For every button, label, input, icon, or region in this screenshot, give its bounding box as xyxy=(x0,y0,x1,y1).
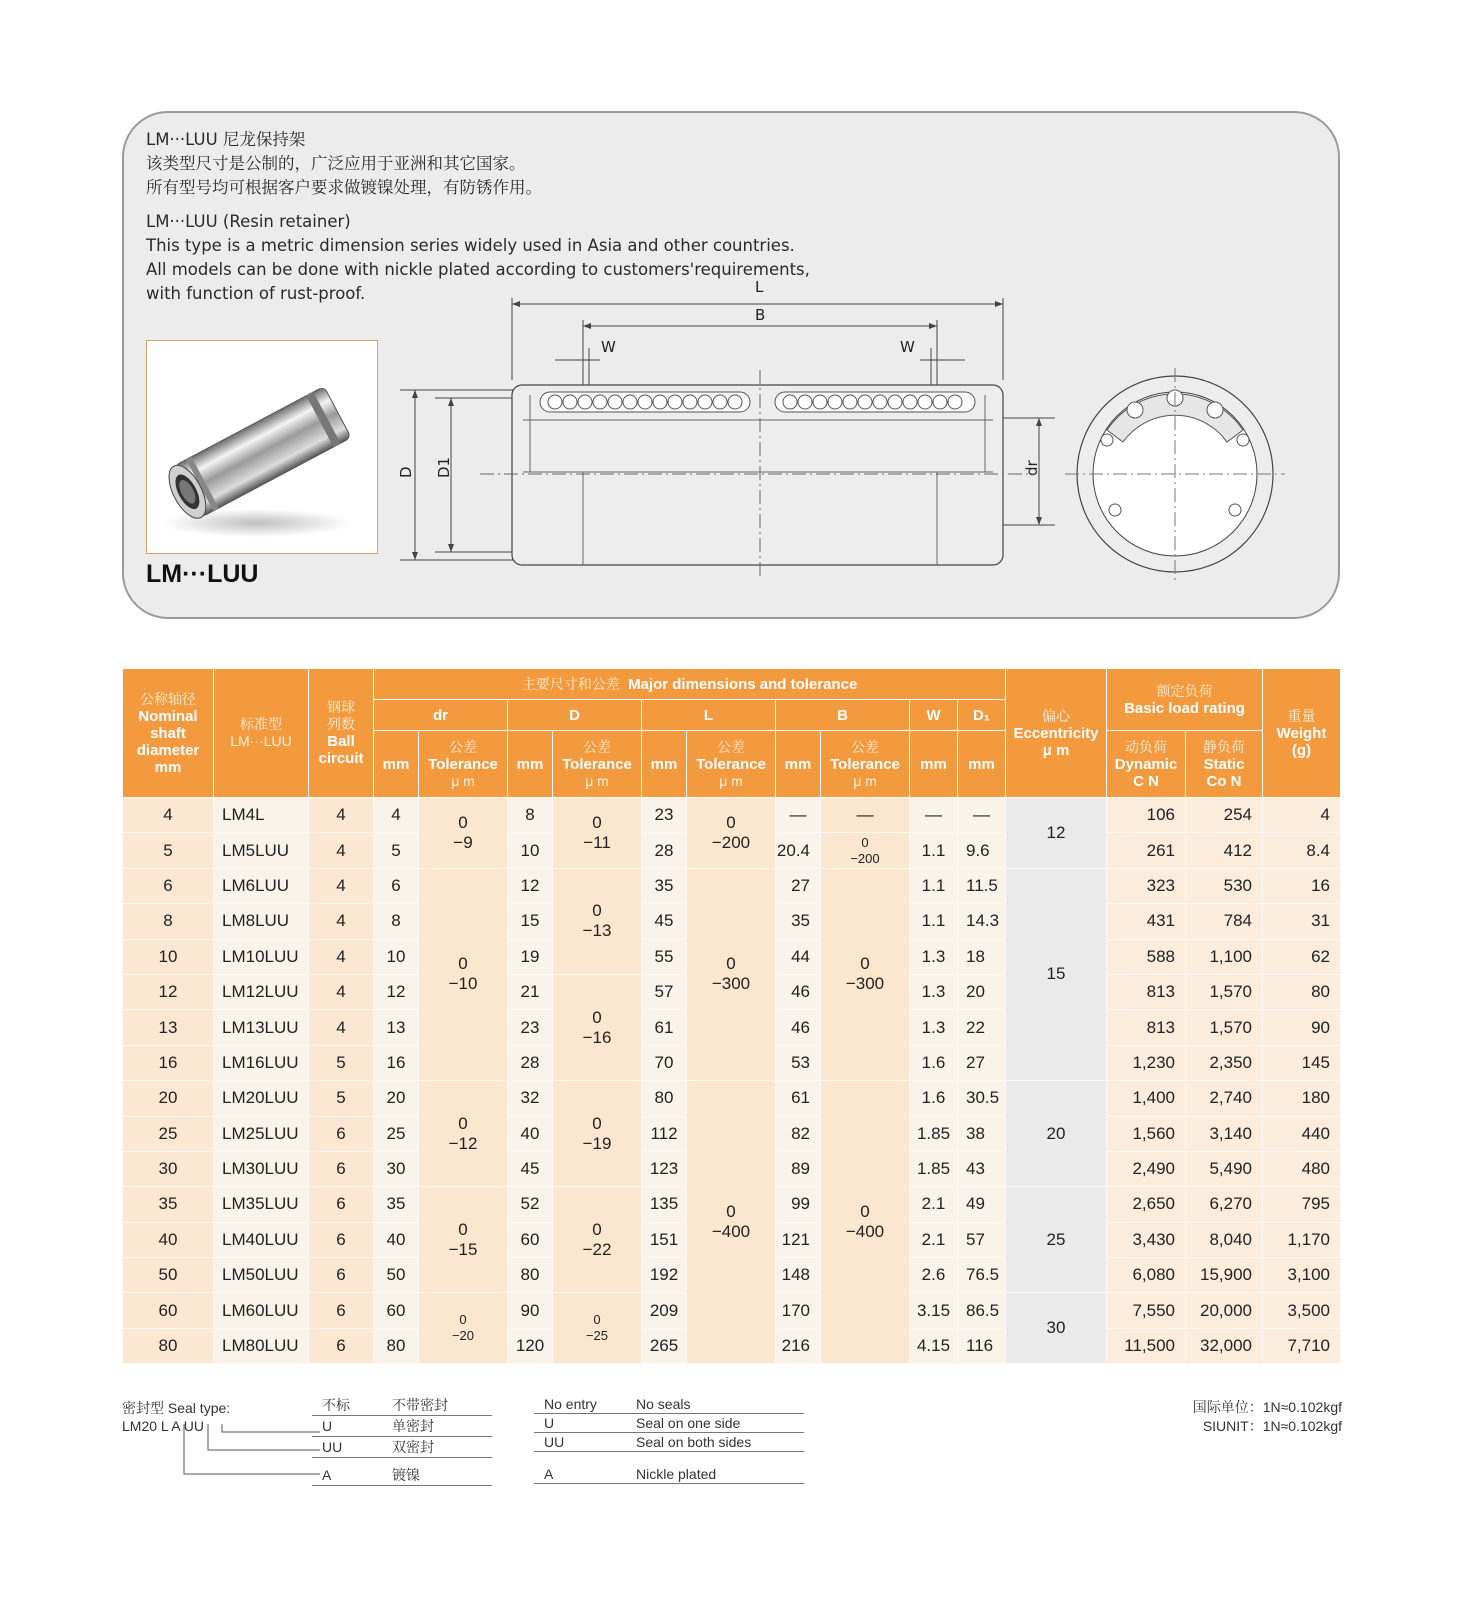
dynamic-load-cell: 106 xyxy=(1107,798,1186,833)
dynamic-load-cell: 813 xyxy=(1107,1010,1186,1045)
weight-cell: 7,710 xyxy=(1263,1328,1341,1363)
D-cell: 40 xyxy=(508,1116,553,1151)
D1-cell: 116 xyxy=(958,1328,1006,1363)
D-cell: 8 xyxy=(508,798,553,833)
intro-en-line: All models can be done with nickle plated according to customers'requirements, xyxy=(146,260,810,279)
weight-cell: 62 xyxy=(1263,939,1341,974)
dynamic-load-cell: 1,560 xyxy=(1107,1116,1186,1151)
L-cell: 28 xyxy=(642,833,687,868)
dynamic-load-cell: 323 xyxy=(1107,868,1186,903)
static-load-cell: 254 xyxy=(1186,798,1263,833)
dr-cell: 10 xyxy=(374,939,419,974)
nominal-diameter-cell: 12 xyxy=(123,974,214,1009)
D1-cell: 18 xyxy=(958,939,1006,974)
seal-type-label: 密封型 Seal type: xyxy=(122,1400,231,1416)
W-cell: 4.15 xyxy=(910,1328,958,1363)
B-cell: 216 xyxy=(776,1328,821,1363)
D-cell: 10 xyxy=(508,833,553,868)
model-cell: LM8LUU xyxy=(214,904,309,939)
L-cell: 23 xyxy=(642,798,687,833)
intro-en-title: LM···LUU (Resin retainer) xyxy=(146,212,351,231)
ball-circuit-cell: 6 xyxy=(309,1328,374,1363)
dim-label-D: D xyxy=(397,466,415,478)
static-load-cell: 2,350 xyxy=(1186,1045,1263,1080)
nominal-diameter-cell: 25 xyxy=(123,1116,214,1151)
W-cell: 1.1 xyxy=(910,904,958,939)
dynamic-load-cell: 11,500 xyxy=(1107,1328,1186,1363)
dynamic-load-cell: 813 xyxy=(1107,974,1186,1009)
D-tolerance: 0 −13 xyxy=(553,868,642,974)
D1-cell: 38 xyxy=(958,1116,1006,1151)
B-cell: 44 xyxy=(776,939,821,974)
photo-label: LM···LUU xyxy=(146,560,259,588)
nominal-diameter-cell: 40 xyxy=(123,1222,214,1257)
dynamic-load-cell: 261 xyxy=(1107,833,1186,868)
header-D: D xyxy=(508,700,642,731)
L-cell: 209 xyxy=(642,1293,687,1328)
dynamic-load-cell: 2,650 xyxy=(1107,1187,1186,1222)
seal-row: A Nickle plated xyxy=(534,1465,804,1484)
nominal-diameter-cell: 10 xyxy=(123,939,214,974)
D-tolerance: 0 −25 xyxy=(553,1293,642,1364)
model-cell: LM50LUU xyxy=(214,1258,309,1293)
static-load-cell: 5,490 xyxy=(1186,1151,1263,1186)
header-tolerance: 公差 Tolerance μ m xyxy=(821,731,910,798)
header-major-dimensions: 主要尺寸和公差 Major dimensions and tolerance xyxy=(374,669,1006,700)
dynamic-load-cell: 588 xyxy=(1107,939,1186,974)
table-row xyxy=(123,798,1341,833)
L-tolerance: 0 −400 xyxy=(687,1081,776,1364)
intro-zh-title: LM···LUU 尼龙保持架 xyxy=(146,130,306,149)
D-tolerance: 0 −22 xyxy=(553,1187,642,1293)
D-cell: 12 xyxy=(508,868,553,903)
dynamic-load-cell: 2,490 xyxy=(1107,1151,1186,1186)
dr-cell: 13 xyxy=(374,1010,419,1045)
weight-cell: 16 xyxy=(1263,868,1341,903)
static-load-cell: 1,100 xyxy=(1186,939,1263,974)
static-load-cell: 3,140 xyxy=(1186,1116,1263,1151)
nominal-diameter-cell: 5 xyxy=(123,833,214,868)
B-tolerance: — xyxy=(821,798,910,833)
nominal-diameter-cell: 8 xyxy=(123,904,214,939)
dim-label-W-right: W xyxy=(900,338,915,356)
D1-cell: 9.6 xyxy=(958,833,1006,868)
spec-table xyxy=(122,668,1341,1364)
D1-cell: 43 xyxy=(958,1151,1006,1186)
dr-cell: 20 xyxy=(374,1081,419,1116)
header-dr: dr xyxy=(374,700,508,731)
model-cell: LM60LUU xyxy=(214,1293,309,1328)
weight-cell: 8.4 xyxy=(1263,833,1341,868)
nominal-diameter-cell: 13 xyxy=(123,1010,214,1045)
bearing-image xyxy=(147,341,377,553)
D1-cell: 49 xyxy=(958,1187,1006,1222)
unit-note-zh: 国际单位：1N≈0.102kgf xyxy=(1192,1399,1342,1415)
D-cell: 80 xyxy=(508,1258,553,1293)
weight-cell: 3,100 xyxy=(1263,1258,1341,1293)
D1-cell: 22 xyxy=(958,1010,1006,1045)
ball-circuit-cell: 5 xyxy=(309,1045,374,1080)
D1-cell: 14.3 xyxy=(958,904,1006,939)
dr-cell: 50 xyxy=(374,1258,419,1293)
header-tolerance: 公差 Tolerance μ m xyxy=(419,731,508,798)
table-row xyxy=(123,868,1341,903)
model-cell: LM6LUU xyxy=(214,868,309,903)
eccentricity-cell: 12 xyxy=(1006,798,1107,869)
seal-leader-lines xyxy=(180,1424,330,1484)
weight-cell: 31 xyxy=(1263,904,1341,939)
ball-circuit-cell: 6 xyxy=(309,1116,374,1151)
header-basic-load-rating: 额定负荷 Basic load rating xyxy=(1107,669,1263,731)
dr-cell: 6 xyxy=(374,868,419,903)
dim-label-dr: dr xyxy=(1023,460,1041,476)
B-cell: 99 xyxy=(776,1187,821,1222)
D1-cell: 76.5 xyxy=(958,1258,1006,1293)
nominal-diameter-cell: 6 xyxy=(123,868,214,903)
ball-circuit-cell: 6 xyxy=(309,1187,374,1222)
model-cell: LM5LUU xyxy=(214,833,309,868)
static-load-cell: 1,570 xyxy=(1186,974,1263,1009)
D1-cell: 20 xyxy=(958,974,1006,1009)
B-cell: 46 xyxy=(776,974,821,1009)
seal-row: No entry No seals xyxy=(534,1395,804,1414)
header-mm: mm xyxy=(776,731,821,798)
dynamic-load-cell: 1,230 xyxy=(1107,1045,1186,1080)
L-cell: 135 xyxy=(642,1187,687,1222)
D-cell: 45 xyxy=(508,1151,553,1186)
L-cell: 123 xyxy=(642,1151,687,1186)
L-cell: 112 xyxy=(642,1116,687,1151)
dr-cell: 12 xyxy=(374,974,419,1009)
ball-circuit-cell: 6 xyxy=(309,1222,374,1257)
weight-cell: 180 xyxy=(1263,1081,1341,1116)
dynamic-load-cell: 7,550 xyxy=(1107,1293,1186,1328)
B-cell: 20.4 xyxy=(776,833,821,868)
W-cell: 2.1 xyxy=(910,1187,958,1222)
L-cell: 265 xyxy=(642,1328,687,1363)
dr-cell: 8 xyxy=(374,904,419,939)
seal-table-zh-plated xyxy=(312,1465,492,1486)
seal-row: UU Seal on both sides xyxy=(534,1433,804,1452)
B-tolerance: 0 −400 xyxy=(821,1081,910,1364)
D1-cell: 57 xyxy=(958,1222,1006,1257)
weight-cell: 795 xyxy=(1263,1187,1341,1222)
model-cell: LM25LUU xyxy=(214,1116,309,1151)
D1-cell: 30.5 xyxy=(958,1081,1006,1116)
model-cell: LM16LUU xyxy=(214,1045,309,1080)
L-cell: 45 xyxy=(642,904,687,939)
header-mm: mm xyxy=(958,731,1006,798)
D-cell: 15 xyxy=(508,904,553,939)
header-mm: mm xyxy=(910,731,958,798)
D-tolerance: 0 −16 xyxy=(553,974,642,1080)
L-tolerance: 0 −200 xyxy=(687,798,776,869)
ball-circuit-cell: 6 xyxy=(309,1258,374,1293)
W-cell: 2.1 xyxy=(910,1222,958,1257)
D-tolerance: 0 −19 xyxy=(553,1081,642,1187)
seal-table-en-plated xyxy=(534,1465,804,1484)
seal-row: U Seal on one side xyxy=(534,1414,804,1433)
W-cell: — xyxy=(910,798,958,833)
nominal-diameter-cell: 50 xyxy=(123,1258,214,1293)
header-mm: mm xyxy=(642,731,687,798)
intro-zh-line: 所有型号均可根据客户要求做镀镍处理，有防锈作用。 xyxy=(146,178,542,197)
W-cell: 1.6 xyxy=(910,1081,958,1116)
L-tolerance: 0 −300 xyxy=(687,868,776,1080)
L-cell: 35 xyxy=(642,868,687,903)
model-cell: LM35LUU xyxy=(214,1187,309,1222)
ball-circuit-cell: 4 xyxy=(309,798,374,833)
W-cell: 1.6 xyxy=(910,1045,958,1080)
static-load-cell: 6,270 xyxy=(1186,1187,1263,1222)
W-cell: 1.1 xyxy=(910,833,958,868)
D-cell: 28 xyxy=(508,1045,553,1080)
ball-circuit-cell: 4 xyxy=(309,1010,374,1045)
dim-label-L: L xyxy=(755,280,764,296)
B-cell: — xyxy=(776,798,821,833)
W-cell: 1.1 xyxy=(910,868,958,903)
dr-cell: 40 xyxy=(374,1222,419,1257)
L-cell: 192 xyxy=(642,1258,687,1293)
model-cell: LM13LUU xyxy=(214,1010,309,1045)
intro-en-line: This type is a metric dimension series widely used in Asia and other countries. xyxy=(146,236,795,255)
header-mm: mm xyxy=(508,731,553,798)
B-tolerance: 0 −200 xyxy=(821,833,910,868)
dr-tolerance: 0 −20 xyxy=(419,1293,508,1364)
dynamic-load-cell: 3,430 xyxy=(1107,1222,1186,1257)
dim-label-D1: D1 xyxy=(435,456,453,478)
seal-row: 不标 不带密封 xyxy=(312,1395,492,1416)
dr-cell: 60 xyxy=(374,1293,419,1328)
D1-cell: 11.5 xyxy=(958,868,1006,903)
model-cell: LM12LUU xyxy=(214,974,309,1009)
intro-en-line: with function of rust-proof. xyxy=(146,284,366,303)
L-cell: 70 xyxy=(642,1045,687,1080)
technical-drawing xyxy=(395,280,1310,600)
nominal-diameter-cell: 80 xyxy=(123,1328,214,1363)
weight-cell: 80 xyxy=(1263,974,1341,1009)
dr-tolerance: 0 −9 xyxy=(419,798,508,869)
header-dynamic: 动负荷 Dynamic C N xyxy=(1107,731,1186,798)
ball-circuit-cell: 4 xyxy=(309,939,374,974)
D-cell: 32 xyxy=(508,1081,553,1116)
B-tolerance: 0 −300 xyxy=(821,868,910,1080)
ball-circuit-cell: 4 xyxy=(309,868,374,903)
static-load-cell: 20,000 xyxy=(1186,1293,1263,1328)
dim-label-W-left: W xyxy=(601,338,616,356)
seal-table-en xyxy=(534,1395,804,1452)
header-B: B xyxy=(776,700,910,731)
D-cell: 19 xyxy=(508,939,553,974)
static-load-cell: 32,000 xyxy=(1186,1328,1263,1363)
header-D1: D₁ xyxy=(958,700,1006,731)
seal-type-example: LM20 L A UU xyxy=(122,1418,204,1434)
W-cell: 1.85 xyxy=(910,1116,958,1151)
dr-cell: 16 xyxy=(374,1045,419,1080)
model-cell: LM10LUU xyxy=(214,939,309,974)
D-cell: 60 xyxy=(508,1222,553,1257)
dynamic-load-cell: 431 xyxy=(1107,904,1186,939)
D1-cell: — xyxy=(958,798,1006,833)
dr-tolerance: 0 −10 xyxy=(419,868,508,1080)
eccentricity-cell: 20 xyxy=(1006,1081,1107,1187)
L-cell: 57 xyxy=(642,974,687,1009)
B-cell: 82 xyxy=(776,1116,821,1151)
L-cell: 80 xyxy=(642,1081,687,1116)
model-cell: LM30LUU xyxy=(214,1151,309,1186)
dr-cell: 4 xyxy=(374,798,419,833)
dr-tolerance: 0 −15 xyxy=(419,1187,508,1293)
unit-note-en: SIUNIT：1N≈0.102kgf xyxy=(1202,1418,1342,1434)
ball-circuit-cell: 6 xyxy=(309,1293,374,1328)
ball-circuit-cell: 4 xyxy=(309,974,374,1009)
dynamic-load-cell: 1,400 xyxy=(1107,1081,1186,1116)
nominal-diameter-cell: 30 xyxy=(123,1151,214,1186)
unit-note xyxy=(1193,1398,1342,1436)
header-static: 静负荷 Static Co N xyxy=(1186,731,1263,798)
seal-row: UU 双密封 xyxy=(312,1437,492,1458)
D-cell: 23 xyxy=(508,1010,553,1045)
B-cell: 121 xyxy=(776,1222,821,1257)
L-cell: 61 xyxy=(642,1010,687,1045)
header-mm: mm xyxy=(374,731,419,798)
product-photo xyxy=(146,340,378,554)
L-cell: 151 xyxy=(642,1222,687,1257)
model-cell: LM40LUU xyxy=(214,1222,309,1257)
ball-circuit-cell: 4 xyxy=(309,904,374,939)
B-cell: 89 xyxy=(776,1151,821,1186)
B-cell: 170 xyxy=(776,1293,821,1328)
model-cell: LM20LUU xyxy=(214,1081,309,1116)
ball-circuit-cell: 5 xyxy=(309,1081,374,1116)
header-ball-circuit: 钢球 列数 Ball circuit xyxy=(309,669,374,798)
W-cell: 1.3 xyxy=(910,974,958,1009)
D-cell: 90 xyxy=(508,1293,553,1328)
weight-cell: 3,500 xyxy=(1263,1293,1341,1328)
dr-cell: 30 xyxy=(374,1151,419,1186)
weight-cell: 145 xyxy=(1263,1045,1341,1080)
table-row xyxy=(123,1081,1341,1116)
model-cell: LM80LUU xyxy=(214,1328,309,1363)
D-tolerance: 0 −11 xyxy=(553,798,642,869)
W-cell: 3.15 xyxy=(910,1293,958,1328)
B-cell: 148 xyxy=(776,1258,821,1293)
static-load-cell: 530 xyxy=(1186,868,1263,903)
header-standard-type: 标准型 LM···LUU xyxy=(214,669,309,798)
B-cell: 61 xyxy=(776,1081,821,1116)
B-cell: 27 xyxy=(776,868,821,903)
nominal-diameter-cell: 4 xyxy=(123,798,214,833)
dynamic-load-cell: 6,080 xyxy=(1107,1258,1186,1293)
header-W: W xyxy=(910,700,958,731)
W-cell: 1.3 xyxy=(910,1010,958,1045)
dim-label-B: B xyxy=(755,306,766,324)
model-cell: LM4L xyxy=(214,798,309,833)
static-load-cell: 412 xyxy=(1186,833,1263,868)
weight-cell: 90 xyxy=(1263,1010,1341,1045)
eccentricity-cell: 15 xyxy=(1006,868,1107,1080)
header-tolerance: 公差 Tolerance μ m xyxy=(553,731,642,798)
header-nominal: 公称轴径 Nominal shaft diameter mm xyxy=(123,669,214,798)
spec-table-body xyxy=(123,798,1341,1364)
W-cell: 1.3 xyxy=(910,939,958,974)
static-load-cell: 784 xyxy=(1186,904,1263,939)
static-load-cell: 8,040 xyxy=(1186,1222,1263,1257)
weight-cell: 480 xyxy=(1263,1151,1341,1186)
seal-row: U 单密封 xyxy=(312,1416,492,1437)
B-cell: 53 xyxy=(776,1045,821,1080)
D1-cell: 27 xyxy=(958,1045,1006,1080)
eccentricity-cell: 25 xyxy=(1006,1187,1107,1293)
seal-table-zh xyxy=(312,1395,492,1458)
ball-circuit-cell: 6 xyxy=(309,1151,374,1186)
static-load-cell: 15,900 xyxy=(1186,1258,1263,1293)
seal-row: A 镀镍 xyxy=(312,1465,492,1486)
weight-cell: 4 xyxy=(1263,798,1341,833)
eccentricity-cell: 30 xyxy=(1006,1293,1107,1364)
static-load-cell: 1,570 xyxy=(1186,1010,1263,1045)
D-cell: 120 xyxy=(508,1328,553,1363)
L-cell: 55 xyxy=(642,939,687,974)
nominal-diameter-cell: 60 xyxy=(123,1293,214,1328)
dr-cell: 5 xyxy=(374,833,419,868)
intro-zh-line: 该类型尺寸是公制的，广泛应用于亚洲和其它国家。 xyxy=(146,154,526,173)
dr-cell: 80 xyxy=(374,1328,419,1363)
ball-circuit-cell: 4 xyxy=(309,833,374,868)
nominal-diameter-cell: 20 xyxy=(123,1081,214,1116)
W-cell: 2.6 xyxy=(910,1258,958,1293)
weight-cell: 1,170 xyxy=(1263,1222,1341,1257)
D1-cell: 86.5 xyxy=(958,1293,1006,1328)
B-cell: 35 xyxy=(776,904,821,939)
dr-cell: 25 xyxy=(374,1116,419,1151)
nominal-diameter-cell: 35 xyxy=(123,1187,214,1222)
B-cell: 46 xyxy=(776,1010,821,1045)
dr-cell: 35 xyxy=(374,1187,419,1222)
dr-tolerance: 0 −12 xyxy=(419,1081,508,1187)
nominal-diameter-cell: 16 xyxy=(123,1045,214,1080)
W-cell: 1.85 xyxy=(910,1151,958,1186)
header-weight: 重量 Weight (g) xyxy=(1263,669,1341,798)
D-cell: 52 xyxy=(508,1187,553,1222)
D-cell: 21 xyxy=(508,974,553,1009)
weight-cell: 440 xyxy=(1263,1116,1341,1151)
header-tolerance: 公差 Tolerance μ m xyxy=(687,731,776,798)
static-load-cell: 2,740 xyxy=(1186,1081,1263,1116)
header-L: L xyxy=(642,700,776,731)
header-eccentricity: 偏心 Eccentricity μ m xyxy=(1006,669,1107,798)
